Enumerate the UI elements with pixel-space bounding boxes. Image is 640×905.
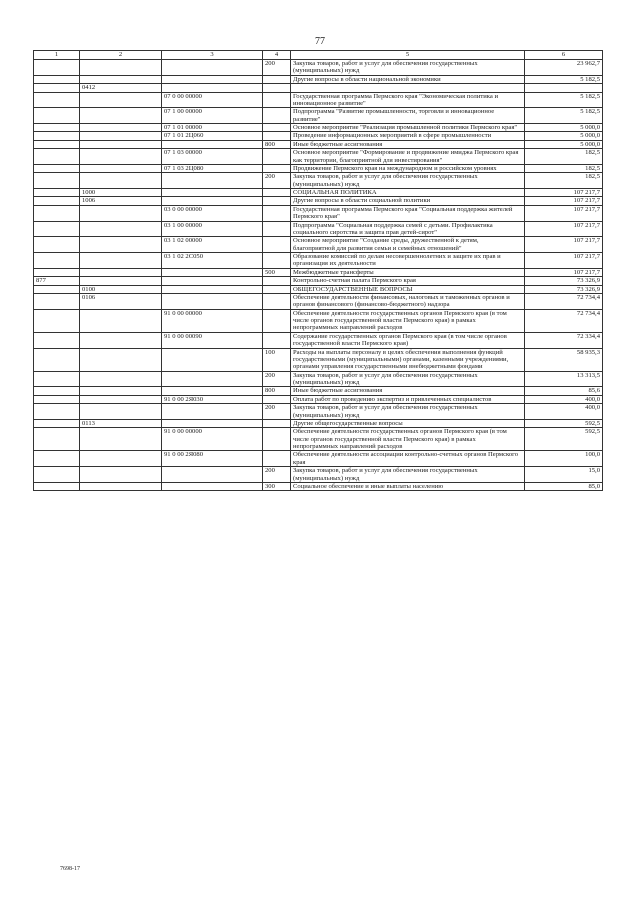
- section-code-cell: [80, 309, 162, 332]
- section-code-cell: 0412: [80, 84, 162, 92]
- section-code-cell: [80, 164, 162, 172]
- amount-cell: 107 217,7: [525, 197, 603, 205]
- header-col-1: 1: [34, 51, 80, 60]
- ministry-code-cell: [34, 309, 80, 332]
- target-article-cell: 07 1 03 2Ц080: [162, 164, 263, 172]
- section-code-cell: 1000: [80, 189, 162, 197]
- section-code-cell: [80, 428, 162, 451]
- table-row: [34, 348, 603, 371]
- target-article-cell: 07 1 00 00000: [162, 108, 263, 124]
- table-row: [34, 285, 603, 293]
- table-row: [34, 84, 603, 92]
- ministry-code-cell: [34, 173, 80, 189]
- amount-cell: 5 000,0: [525, 132, 603, 140]
- expense-type-cell: 200: [263, 60, 291, 76]
- amount-cell: 58 935,3: [525, 348, 603, 371]
- description-cell: Обеспечение деятельности государственных органов Пермского края (в том числе органов государственной власти Пермского края) в рамках непрограммных направлений расходов: [291, 309, 525, 332]
- table-row: [34, 221, 603, 237]
- target-article-cell: [162, 197, 263, 205]
- ministry-code-cell: [34, 268, 80, 276]
- description-cell: Закупка товаров, работ и услуг для обеспечения государственных (муниципальных) нужд: [291, 467, 525, 483]
- target-article-cell: 03 0 00 00000: [162, 205, 263, 221]
- description-cell: ОБЩЕГОСУДАРСТВЕННЫЕ ВОПРОСЫ: [291, 285, 525, 293]
- target-article-cell: [162, 419, 263, 427]
- target-article-cell: 91 0 00 2Я080: [162, 451, 263, 467]
- amount-cell: 85,6: [525, 387, 603, 395]
- section-code-cell: [80, 60, 162, 76]
- expense-type-cell: [263, 419, 291, 427]
- table-row: [34, 387, 603, 395]
- description-cell: Обеспечение деятельности финансовых, налоговых и таможенных органов и органов финансового (финансово-бюджетного) надзора: [291, 293, 525, 309]
- target-article-cell: [162, 60, 263, 76]
- description-cell: Подпрограмма "Социальная поддержка семей с детьми. Профилактика социального сиротства и защита прав детей-сирот": [291, 221, 525, 237]
- section-code-cell: [80, 132, 162, 140]
- amount-cell: 400,0: [525, 395, 603, 403]
- expense-type-cell: 800: [263, 387, 291, 395]
- amount-cell: 72 334,4: [525, 332, 603, 348]
- ministry-code-cell: [34, 428, 80, 451]
- amount-cell: 107 217,7: [525, 189, 603, 197]
- expense-type-cell: [263, 108, 291, 124]
- amount-cell: 100,0: [525, 451, 603, 467]
- description-cell: Обеспечение деятельности государственных органов Пермского края (в том числе органов государственной власти Пермского края) в рамках непрограммных направлений расходов: [291, 428, 525, 451]
- description-cell: Межбюджетные трансферты: [291, 268, 525, 276]
- page-number: 77: [315, 36, 325, 47]
- section-code-cell: [80, 482, 162, 490]
- table-row: [34, 140, 603, 148]
- description-cell: Содержание государственных органов Пермского края (в том числе органов государственной власти Пермского края): [291, 332, 525, 348]
- table-row: [34, 189, 603, 197]
- table-row: [34, 75, 603, 83]
- ministry-code-cell: [34, 395, 80, 403]
- target-article-cell: [162, 348, 263, 371]
- ministry-code-cell: [34, 164, 80, 172]
- header-col-4: 4: [263, 51, 291, 60]
- document-code: 7698-17: [60, 866, 80, 872]
- header-col-5: 5: [291, 51, 525, 60]
- section-code-cell: [80, 451, 162, 467]
- section-code-cell: 0106: [80, 293, 162, 309]
- amount-cell: 5 182,5: [525, 92, 603, 108]
- target-article-cell: 07 1 03 00000: [162, 149, 263, 165]
- expense-type-cell: [263, 277, 291, 285]
- ministry-code-cell: [34, 348, 80, 371]
- expense-type-cell: [263, 124, 291, 132]
- section-code-cell: [80, 124, 162, 132]
- table-row: [34, 197, 603, 205]
- amount-cell: 73 326,9: [525, 285, 603, 293]
- section-code-cell: [80, 277, 162, 285]
- budget-table: [33, 50, 603, 491]
- amount-cell: 107 217,7: [525, 253, 603, 269]
- table-row: [34, 428, 603, 451]
- section-code-cell: [80, 253, 162, 269]
- ministry-code-cell: [34, 371, 80, 387]
- target-article-cell: [162, 140, 263, 148]
- description-cell: Социальное обеспечение и иные выплаты населению: [291, 482, 525, 490]
- amount-cell: 5 000,0: [525, 124, 603, 132]
- target-article-cell: [162, 173, 263, 189]
- target-article-cell: 07 1 01 2Ц060: [162, 132, 263, 140]
- ministry-code-cell: [34, 75, 80, 83]
- table-row: [34, 419, 603, 427]
- description-cell: Другие вопросы в области социальной политики: [291, 197, 525, 205]
- description-cell: Закупка товаров, работ и услуг для обеспечения государственных (муниципальных) нужд: [291, 404, 525, 420]
- table-row: [34, 92, 603, 108]
- section-code-cell: [80, 205, 162, 221]
- table-row: [34, 451, 603, 467]
- target-article-cell: 07 0 00 00000: [162, 92, 263, 108]
- amount-cell: 23 962,7: [525, 60, 603, 76]
- expense-type-cell: [263, 428, 291, 451]
- section-code-cell: 1006: [80, 197, 162, 205]
- section-code-cell: [80, 395, 162, 403]
- description-cell: Основное мероприятие "Создание среды, дружественной к детям, благоприятной для развития семьи и семейных отношений": [291, 237, 525, 253]
- table-row: [34, 205, 603, 221]
- expense-type-cell: [263, 332, 291, 348]
- table-row: [34, 60, 603, 76]
- expense-type-cell: [263, 253, 291, 269]
- ministry-code-cell: [34, 60, 80, 76]
- amount-cell: 72 734,4: [525, 293, 603, 309]
- expense-type-cell: [263, 84, 291, 92]
- table-row: [34, 132, 603, 140]
- ministry-code-cell: [34, 84, 80, 92]
- table-row: [34, 164, 603, 172]
- description-cell: [291, 84, 525, 92]
- expense-type-cell: [263, 189, 291, 197]
- ministry-code-cell: 877: [34, 277, 80, 285]
- ministry-code-cell: [34, 205, 80, 221]
- expense-type-cell: [263, 293, 291, 309]
- target-article-cell: [162, 75, 263, 83]
- target-article-cell: 91 0 00 00000: [162, 428, 263, 451]
- description-cell: Образование комиссий по делам несовершеннолетних и защите их прав и организация их деятельности: [291, 253, 525, 269]
- section-code-cell: [80, 75, 162, 83]
- section-code-cell: [80, 348, 162, 371]
- ministry-code-cell: [34, 92, 80, 108]
- expense-type-cell: [263, 92, 291, 108]
- description-cell: Обеспечение деятельности ассоциации контрольно-счетных органов Пермского края: [291, 451, 525, 467]
- description-cell: Подпрограмма "Развитие промышленности, торговли и инновационное развитие": [291, 108, 525, 124]
- table-row: [34, 253, 603, 269]
- ministry-code-cell: [34, 285, 80, 293]
- section-code-cell: [80, 467, 162, 483]
- description-cell: Продвижение Пермского края на международном и российском уровнях: [291, 164, 525, 172]
- table-row: [34, 371, 603, 387]
- section-code-cell: [80, 237, 162, 253]
- ministry-code-cell: [34, 467, 80, 483]
- description-cell: Закупка товаров, работ и услуг для обеспечения государственных (муниципальных) нужд: [291, 60, 525, 76]
- section-code-cell: [80, 404, 162, 420]
- table-row: [34, 124, 603, 132]
- expense-type-cell: [263, 205, 291, 221]
- target-article-cell: 91 0 00 00090: [162, 332, 263, 348]
- section-code-cell: [80, 332, 162, 348]
- section-code-cell: [80, 108, 162, 124]
- description-cell: Другие вопросы в области национальной экономики: [291, 75, 525, 83]
- amount-cell: 592,5: [525, 419, 603, 427]
- ministry-code-cell: [34, 293, 80, 309]
- table-row: [34, 404, 603, 420]
- amount-cell: 182,5: [525, 164, 603, 172]
- ministry-code-cell: [34, 404, 80, 420]
- table-header-row: [34, 51, 603, 60]
- description-cell: Иные бюджетные ассигнования: [291, 387, 525, 395]
- section-code-cell: 0113: [80, 419, 162, 427]
- amount-cell: 5 182,5: [525, 108, 603, 124]
- expense-type-cell: [263, 132, 291, 140]
- expense-type-cell: 200: [263, 404, 291, 420]
- amount-cell: 5 000,0: [525, 140, 603, 148]
- expense-type-cell: [263, 395, 291, 403]
- amount-cell: 72 734,4: [525, 309, 603, 332]
- ministry-code-cell: [34, 387, 80, 395]
- target-article-cell: [162, 189, 263, 197]
- target-article-cell: [162, 285, 263, 293]
- table-row: [34, 467, 603, 483]
- header-col-6: 6: [525, 51, 603, 60]
- target-article-cell: [162, 482, 263, 490]
- target-article-cell: [162, 84, 263, 92]
- table-row: [34, 108, 603, 124]
- ministry-code-cell: [34, 482, 80, 490]
- expense-type-cell: 200: [263, 173, 291, 189]
- target-article-cell: [162, 268, 263, 276]
- header-col-2: 2: [80, 51, 162, 60]
- ministry-code-cell: [34, 419, 80, 427]
- target-article-cell: [162, 387, 263, 395]
- ministry-code-cell: [34, 132, 80, 140]
- description-cell: Иные бюджетные ассигнования: [291, 140, 525, 148]
- expense-type-cell: [263, 197, 291, 205]
- expense-type-cell: [263, 309, 291, 332]
- amount-cell: 400,0: [525, 404, 603, 420]
- amount-cell: 107 217,7: [525, 237, 603, 253]
- amount-cell: 5 182,5: [525, 75, 603, 83]
- target-article-cell: [162, 404, 263, 420]
- target-article-cell: 03 1 02 2С050: [162, 253, 263, 269]
- expense-type-cell: [263, 285, 291, 293]
- target-article-cell: [162, 277, 263, 285]
- ministry-code-cell: [34, 451, 80, 467]
- target-article-cell: [162, 293, 263, 309]
- ministry-code-cell: [34, 332, 80, 348]
- target-article-cell: 91 0 00 00000: [162, 309, 263, 332]
- ministry-code-cell: [34, 124, 80, 132]
- target-article-cell: 03 1 02 00000: [162, 237, 263, 253]
- ministry-code-cell: [34, 149, 80, 165]
- expense-type-cell: [263, 451, 291, 467]
- ministry-code-cell: [34, 197, 80, 205]
- section-code-cell: [80, 221, 162, 237]
- description-cell: Государственная программа Пермского края "Экономическая политика и инновационное развитие": [291, 92, 525, 108]
- amount-cell: [525, 84, 603, 92]
- section-code-cell: [80, 149, 162, 165]
- expense-type-cell: [263, 75, 291, 83]
- expense-type-cell: 300: [263, 482, 291, 490]
- ministry-code-cell: [34, 108, 80, 124]
- expense-type-cell: [263, 237, 291, 253]
- ministry-code-cell: [34, 221, 80, 237]
- table-row: [34, 293, 603, 309]
- expense-type-cell: 500: [263, 268, 291, 276]
- target-article-cell: 91 0 00 2Я030: [162, 395, 263, 403]
- amount-cell: 85,0: [525, 482, 603, 490]
- expense-type-cell: 200: [263, 371, 291, 387]
- expense-type-cell: 200: [263, 467, 291, 483]
- section-code-cell: [80, 140, 162, 148]
- description-cell: Основное мероприятие "Реализация промышленной политики Пермского края": [291, 124, 525, 132]
- table-row: [34, 309, 603, 332]
- description-cell: СОЦИАЛЬНАЯ ПОЛИТИКА: [291, 189, 525, 197]
- expense-type-cell: [263, 149, 291, 165]
- ministry-code-cell: [34, 140, 80, 148]
- ministry-code-cell: [34, 189, 80, 197]
- description-cell: Закупка товаров, работ и услуг для обеспечения государственных (муниципальных) нужд: [291, 173, 525, 189]
- amount-cell: 73 326,9: [525, 277, 603, 285]
- description-cell: Государственная программа Пермского края "Социальная поддержка жителей Пермского края": [291, 205, 525, 221]
- table-row: [34, 237, 603, 253]
- description-cell: Другие общегосударственные вопросы: [291, 419, 525, 427]
- description-cell: Контрольно-счетная палата Пермского края: [291, 277, 525, 285]
- description-cell: Основное мероприятие "Формирование и продвижение имиджа Пермского края как территории, благоприятной для инвестирования": [291, 149, 525, 165]
- section-code-cell: [80, 371, 162, 387]
- table-row: [34, 482, 603, 490]
- amount-cell: 107 217,7: [525, 221, 603, 237]
- amount-cell: 592,5: [525, 428, 603, 451]
- target-article-cell: [162, 371, 263, 387]
- amount-cell: 107 217,7: [525, 268, 603, 276]
- table-row: [34, 268, 603, 276]
- header-col-3: 3: [162, 51, 263, 60]
- description-cell: Закупка товаров, работ и услуг для обеспечения государственных (муниципальных) нужд: [291, 371, 525, 387]
- expense-type-cell: [263, 164, 291, 172]
- table-row: [34, 332, 603, 348]
- section-code-cell: [80, 387, 162, 395]
- table-row: [34, 277, 603, 285]
- table-row: [34, 149, 603, 165]
- ministry-code-cell: [34, 237, 80, 253]
- section-code-cell: [80, 92, 162, 108]
- section-code-cell: [80, 268, 162, 276]
- table-row: [34, 173, 603, 189]
- description-cell: Оплата работ по проведению экспертиз и привлеченных специалистов: [291, 395, 525, 403]
- description-cell: Расходы на выплаты персоналу в целях обеспечения выполнения функций государственными (муниципальными) органами, казенными учреждениями, органами управления государственными внебюджетными фондами: [291, 348, 525, 371]
- expense-type-cell: 800: [263, 140, 291, 148]
- section-code-cell: 0100: [80, 285, 162, 293]
- expense-type-cell: [263, 221, 291, 237]
- target-article-cell: [162, 467, 263, 483]
- target-article-cell: 03 1 00 00000: [162, 221, 263, 237]
- target-article-cell: 07 1 01 00000: [162, 124, 263, 132]
- amount-cell: 15,0: [525, 467, 603, 483]
- section-code-cell: [80, 173, 162, 189]
- amount-cell: 182,5: [525, 173, 603, 189]
- amount-cell: 107 217,7: [525, 205, 603, 221]
- table-row: [34, 395, 603, 403]
- description-cell: Проведение информационных мероприятий в сфере промышленности: [291, 132, 525, 140]
- amount-cell: 182,5: [525, 149, 603, 165]
- expense-type-cell: 100: [263, 348, 291, 371]
- ministry-code-cell: [34, 253, 80, 269]
- amount-cell: 13 313,5: [525, 371, 603, 387]
